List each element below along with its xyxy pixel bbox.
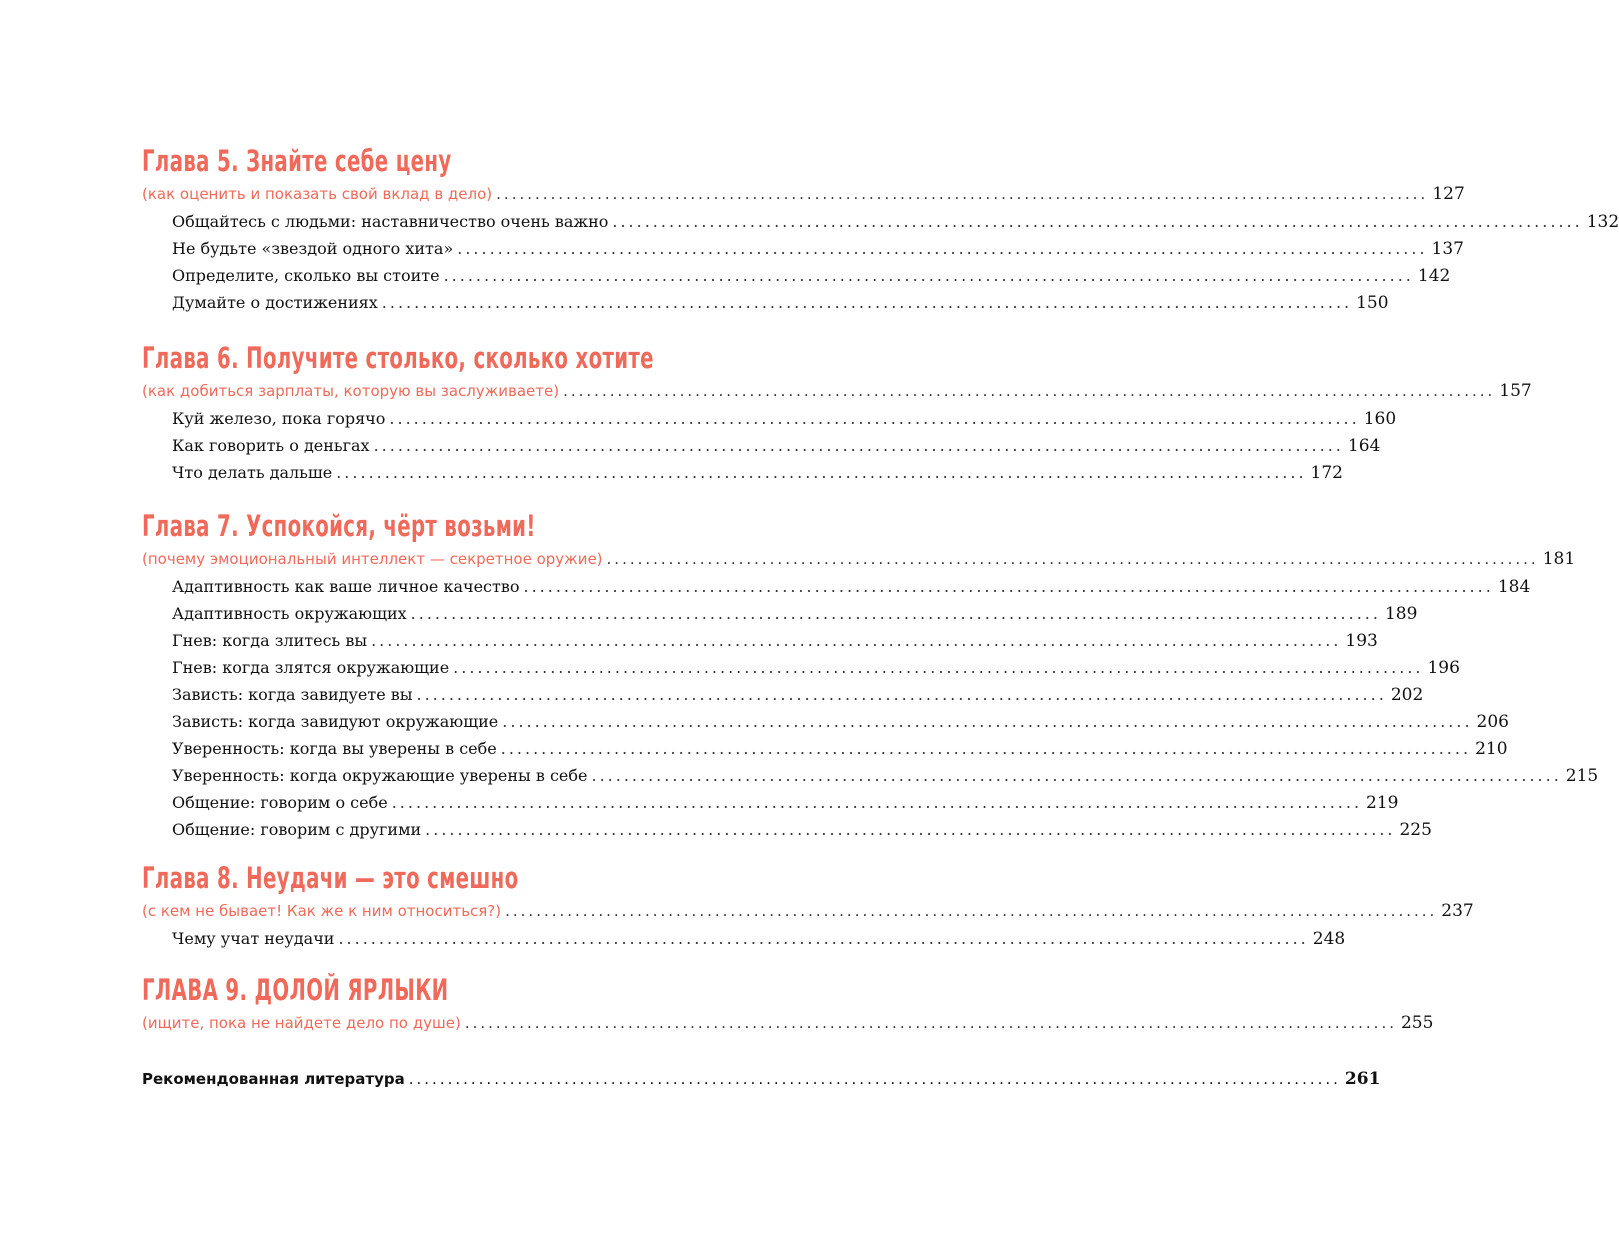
page-number: 142 (1417, 266, 1451, 286)
page-number: 164 (1347, 436, 1381, 456)
chapter-9 (142, 970, 1434, 1037)
section-entry (142, 654, 1460, 681)
dot-leader: ........................................................................................................................ (391, 793, 1363, 812)
dot-leader: ........................................................................................................................ (416, 685, 1387, 704)
dot-leader: ........................................................................................................................ (389, 409, 1360, 428)
chapter-subtitle-entry (142, 546, 1576, 573)
page-number: 184 (1497, 577, 1531, 597)
section-entry (142, 262, 1451, 289)
section-title: Адаптивность окружающих (172, 604, 407, 623)
section-entry (142, 459, 1343, 486)
dot-leader: ........................................................................................................................ (373, 436, 1344, 455)
chapter-subtitle-entry (142, 1010, 1434, 1037)
section-title: Уверенность: когда вы уверены в себе (172, 739, 497, 758)
dot-leader: ........................................................................................................................ (410, 604, 1381, 623)
chapter-subtitle: (почему эмоциональный интеллект — секретное оружие) (142, 550, 603, 568)
chapter-5 (142, 141, 1619, 316)
page-number: 202 (1390, 685, 1424, 705)
chapter-subtitle: (как оценить и показать свой вклад в дело) (142, 185, 493, 203)
dot-leader: ........................................................................................................................ (591, 766, 1562, 785)
dot-leader: ........................................................................................................................ (464, 1014, 1397, 1032)
section-title: Адаптивность как ваше личное качество (172, 577, 520, 596)
page-number: 219 (1366, 793, 1399, 813)
dot-leader: ........................................................................................................................ (443, 266, 1414, 285)
dot-leader: ........................................................................................................................ (523, 577, 1494, 596)
section-title: Общайтесь с людьми: наставничество очень важно (172, 212, 609, 231)
page-number: 196 (1427, 658, 1460, 678)
dot-leader: ........................................................................................................................ (505, 902, 1438, 920)
section-entry (142, 235, 1464, 262)
chapter-subtitle-entry (142, 378, 1532, 405)
dot-leader: ........................................................................................................................ (457, 239, 1428, 258)
dot-leader: ........................................................................................................................ (371, 631, 1342, 650)
section-title: Общение: говорим о себе (172, 793, 388, 812)
chapter-subtitle-entry (142, 181, 1465, 208)
section-title: Уверенность: когда окружающие уверены в себе (172, 766, 588, 785)
section-title: Чему учат неудачи (172, 929, 335, 948)
page-number: 261 (1344, 1069, 1381, 1089)
page-number: 193 (1345, 631, 1378, 651)
chapter-6 (142, 338, 1532, 486)
section-title: Что делать дальше (172, 463, 333, 482)
page-number: 181 (1542, 549, 1576, 569)
page-number: 210 (1475, 739, 1508, 759)
section-title: Зависть: когда завидуют окружающие (172, 712, 499, 731)
dot-leader: ........................................................................................................................ (425, 820, 1396, 839)
section-entry (142, 405, 1397, 432)
chapter-subtitle-entry (142, 898, 1474, 925)
section-entry (142, 925, 1346, 952)
chapter-8 (142, 858, 1474, 952)
dot-leader: ........................................................................................................................ (408, 1070, 1341, 1088)
chapter-title: Глава 8. Неудачи — это смешно (142, 861, 519, 895)
section-entry (142, 289, 1389, 316)
section-entry (142, 432, 1381, 459)
literature-title: Рекомендованная литература (142, 1070, 405, 1088)
page-number: 248 (1312, 929, 1346, 949)
page-number: 132 (1586, 212, 1619, 232)
section-entry (142, 573, 1531, 600)
page-number: 255 (1400, 1013, 1434, 1033)
page-number: 137 (1431, 239, 1464, 259)
section-entry (142, 208, 1619, 235)
page-number: 215 (1565, 766, 1599, 786)
dot-leader: ........................................................................................................................ (612, 212, 1583, 231)
literature-entry (142, 1066, 1381, 1093)
dot-leader: ........................................................................................................................ (563, 382, 1496, 400)
dot-leader: ........................................................................................................................ (502, 712, 1473, 731)
dot-leader: ........................................................................................................................ (453, 658, 1424, 677)
dot-leader: ........................................................................................................................ (496, 185, 1429, 203)
page-number: 237 (1441, 901, 1474, 921)
chapter-subtitle: (с кем не бывает! Как же к ним относиться?) (142, 902, 502, 920)
section-title: Думайте о достижениях (172, 293, 378, 312)
page-number: 127 (1432, 184, 1465, 204)
dot-leader: ........................................................................................................................ (500, 739, 1472, 758)
dot-leader: ........................................................................................................................ (606, 550, 1539, 568)
section-title: Общение: говорим с другими (172, 820, 422, 839)
page-number: 225 (1399, 820, 1432, 840)
chapter-title: ГЛАВА 9. ДОЛОЙ ЯРЛЫКИ (142, 973, 449, 1007)
recommended-literature (142, 1066, 1381, 1093)
section-title: Гнев: когда злятся окружающие (172, 658, 450, 677)
section-title: Гнев: когда злитесь вы (172, 631, 368, 650)
chapter-subtitle: (как добиться зарплаты, которую вы заслуживаете) (142, 382, 560, 400)
section-entry (142, 600, 1418, 627)
section-entry (142, 816, 1432, 843)
dot-leader: ........................................................................................................................ (336, 463, 1307, 482)
chapter-title: Глава 7. Успокойся, чёрт возьми! (142, 509, 536, 543)
section-entry (142, 708, 1509, 735)
section-entry (142, 681, 1424, 708)
section-entry (142, 789, 1399, 816)
chapter-title: Глава 6. Получите столько, сколько хотите (142, 341, 654, 375)
page-number: 189 (1384, 604, 1418, 624)
section-title: Зависть: когда завидуете вы (172, 685, 413, 704)
chapter-7 (142, 506, 1599, 843)
dot-leader: ........................................................................................................................ (338, 929, 1309, 948)
page-number: 172 (1310, 463, 1343, 483)
dot-leader: ........................................................................................................................ (381, 293, 1353, 312)
section-entry (142, 735, 1508, 762)
page-number: 150 (1356, 293, 1389, 313)
section-title: Как говорить о деньгах (172, 436, 370, 455)
page-number: 160 (1363, 409, 1397, 429)
page-number: 206 (1476, 712, 1509, 732)
page-number: 157 (1499, 381, 1532, 401)
chapter-subtitle: (ищите, пока не найдете дело по душе) (142, 1014, 461, 1032)
section-title: Не будьте «звездой одного хита» (172, 239, 454, 258)
section-title: Куй железо, пока горячо (172, 409, 386, 428)
section-entry (142, 762, 1599, 789)
chapter-title: Глава 5. Знайте себе цену (142, 144, 452, 178)
section-title: Определите, сколько вы стоите (172, 266, 440, 285)
section-entry (142, 627, 1378, 654)
